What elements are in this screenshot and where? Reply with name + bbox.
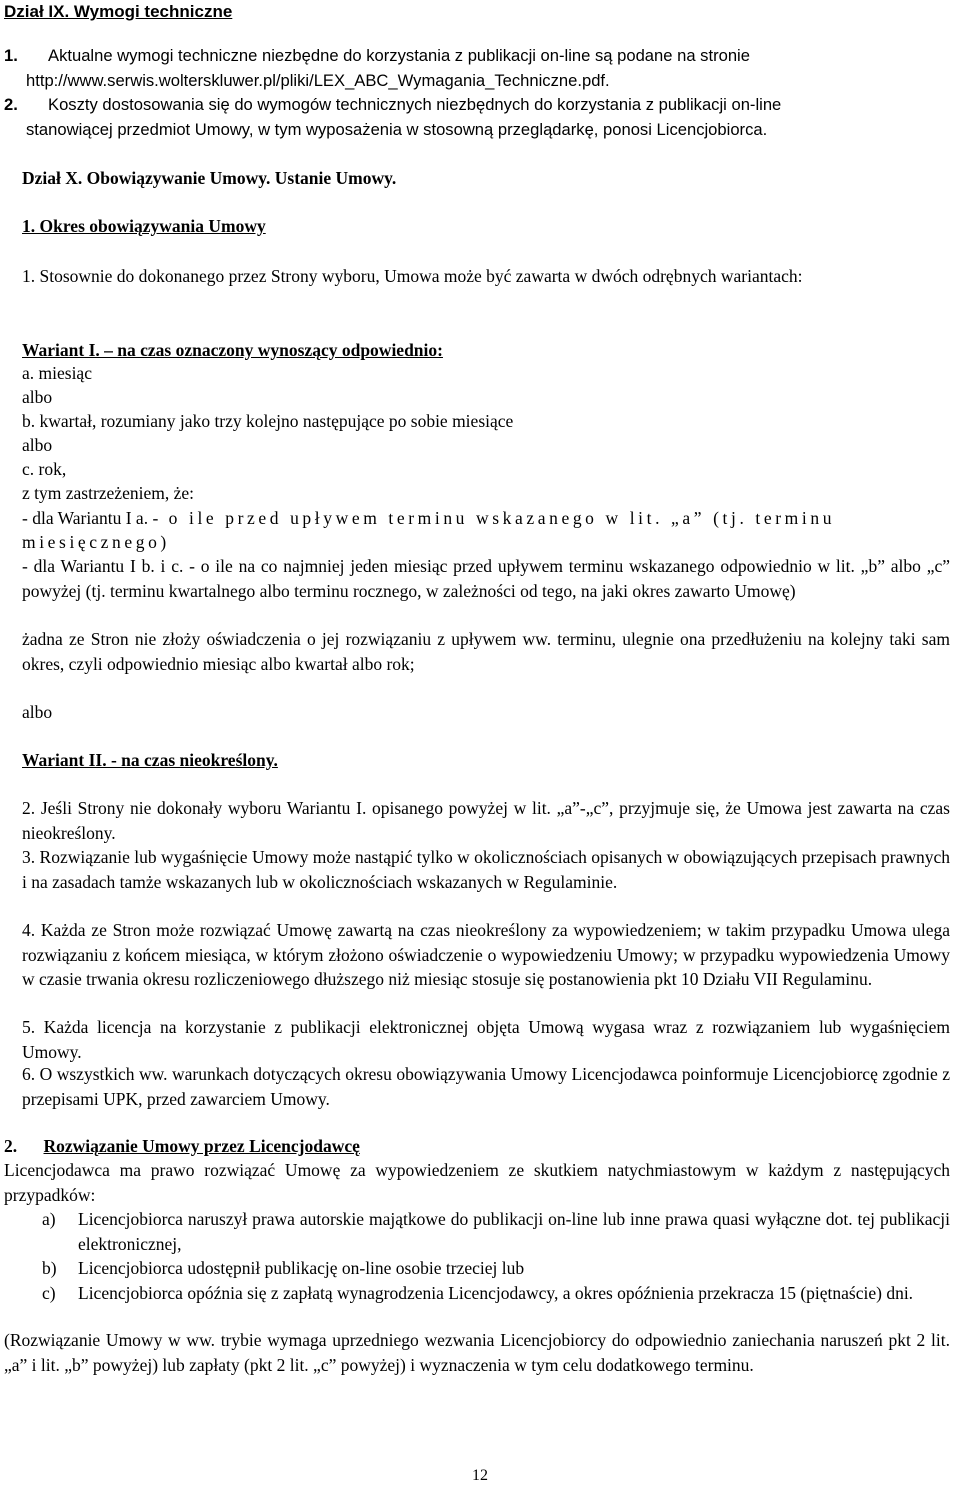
page-number: 12	[472, 1467, 488, 1484]
variant-1bc-condition: - dla Wariantu I b. i c. - o ile na co najmniej jeden miesiąc przed upływem terminu wskazanego odpowiednio w lit. „b” albo „c” powyżej (tj. terminu kwartalnego albo terminu rocznego, w zależności od tego, na jaki okres zawarto Umowę)	[22, 556, 950, 601]
list-item: a) Licencjobiorca naruszył prawa autorskie majątkowe do publikacji on-line lub inne prawa quasi wyłączne dot. tej publikacji elektronicznej,	[42, 1209, 950, 1254]
option-a: a. miesiąc	[22, 363, 92, 383]
or-2: albo	[22, 435, 53, 455]
subsection-1-title: 1. Okres obowiązywania Umowy	[22, 216, 266, 236]
section-9-title: Dział IX. Wymogi techniczne	[4, 2, 233, 21]
extension-clause: żadna ze Stron nie złoży oświadczenia o jej rozwiązaniu z upływem ww. terminu, ulegnie ona przedłużeniu na kolejny taki sam okres, czyli odpowiednio miesiąc albo kwartał albo rok;	[22, 629, 950, 674]
paragraph-6: 6. O wszystkich ww. warunkach dotyczących okresu obowiązywania Umowy Licencjodawca poinformuje Licencjobiorcę zgodnie z przepisami UPK, przed zawarciem Umowy.	[22, 1064, 950, 1109]
technical-requirements-url[interactable]: http://www.serwis.wolterskluwer.pl/pliki/LEX_ABC_Wymagania_Techniczne.pdf.	[26, 70, 610, 90]
section-2-intro: Licencjodawca ma prawo rozwiązać Umowę za wypowiedzeniem ze skutkiem natychmiastowym w każdym z następujących przypadków:	[4, 1160, 950, 1205]
or-3: albo	[22, 702, 53, 722]
option-c: c. rok,	[22, 459, 67, 479]
variant-1a-condition: - dla Wariantu I a. - o ile przed upływem terminu wskazanego w lit. „a” (tj. terminu	[22, 508, 836, 528]
paragraph-4: 4. Każda ze Stron może rozwiązać Umowę zawartą na czas nieokreślony za wypowiedzeniem; w takim przypadku Umowa ulega rozwiązaniu z końcem miesiąca, w którym złożono oświadczenie o wypowiedzeniu Umowy; w przypadku wypowiedzenia Umowy w czasie trwania okresu rozliczeniowego dłuższego niż miesiąc stosuje się postanowienia pkt 10 Działu VII Regulaminu.	[22, 920, 950, 989]
section-2-heading: 2. Rozwiązanie Umowy przez Licencjodawcę	[4, 1136, 360, 1156]
section-10-title: Dział X. Obowiązywanie Umowy. Ustanie Umowy.	[22, 168, 397, 188]
list-item: c) Licencjobiorca opóźnia się z zapłatą wynagrodzenia Licencjodawcy, a okres opóźnienia przekracza 15 (piętnaście) dni.	[42, 1282, 914, 1303]
list-item: b) Licencjobiorca udostępnił publikację on-line osobie trzeciej lub	[42, 1258, 525, 1278]
reservation: z tym zastrzeżeniem, że:	[22, 483, 194, 503]
variant-1a-condition-cont: miesięcznego)	[22, 532, 170, 552]
section-9-item-1: 1. Aktualne wymogi techniczne niezbędne do korzystania z publikacji on-line są podane na stronie http://www.serwis.wolterskluwer.pl/pliki/LEX_ABC_Wymagania_Techniczne.pdf.	[4, 44, 954, 93]
termination-cases	[4, 1207, 950, 1305]
termination-note: (Rozwiązanie Umowy w ww. trybie wymaga uprzedniego wezwania Licencjobiorcy do odpowiednio zaniechania naruszeń pkt 2 lit. „a” i lit. „b” powyżej) lub zapłaty (pkt 2 lit. „c” powyżej) i wyznaczenia w tym celu dodatkowego terminu.	[4, 1330, 950, 1375]
variant-2-title: Wariant II. - na czas nieokreślony.	[22, 750, 278, 770]
option-b: b. kwartał, rozumiany jako trzy kolejno następujące po sobie miesiące	[22, 411, 514, 431]
paragraph-1: 1. Stosownie do dokonanego przez Strony wyboru, Umowa może być zawarta w dwóch odrębnych wariantach:	[22, 266, 803, 286]
or-1: albo	[22, 387, 53, 407]
paragraph-3: 3. Rozwiązanie lub wygaśnięcie Umowy może nastąpić tylko w okolicznościach opisanych w obowiązujących przepisach prawnych i na zasadach tamże wskazanych lub w okolicznościach wskazanych w Regulaminie.	[22, 847, 950, 892]
section-9-item-2: 2. Koszty dostosowania się do wymogów technicznych niezbędnych do korzystania z publikacji on-line stanowiącej przedmiot Umowy, w tym wyposażenia w stosowną przeglądarkę, ponosi Licencjobiorca.	[4, 95, 782, 139]
paragraph-2: 2. Jeśli Strony nie dokonały wyboru Wariantu I. opisanego powyżej w lit. „a”-„c”, przyjmuje się, że Umowa jest zawarta na czas nieokreślony.	[22, 798, 950, 843]
paragraph-5: 5. Każda licencja na korzystanie z publikacji elektronicznej objęta Umową wygasa wraz z rozwiązaniem lub wygaśnięciem Umowy.	[22, 1017, 950, 1062]
variant-1-title: Wariant I. – na czas oznaczony wynoszący odpowiednio:	[22, 340, 443, 360]
